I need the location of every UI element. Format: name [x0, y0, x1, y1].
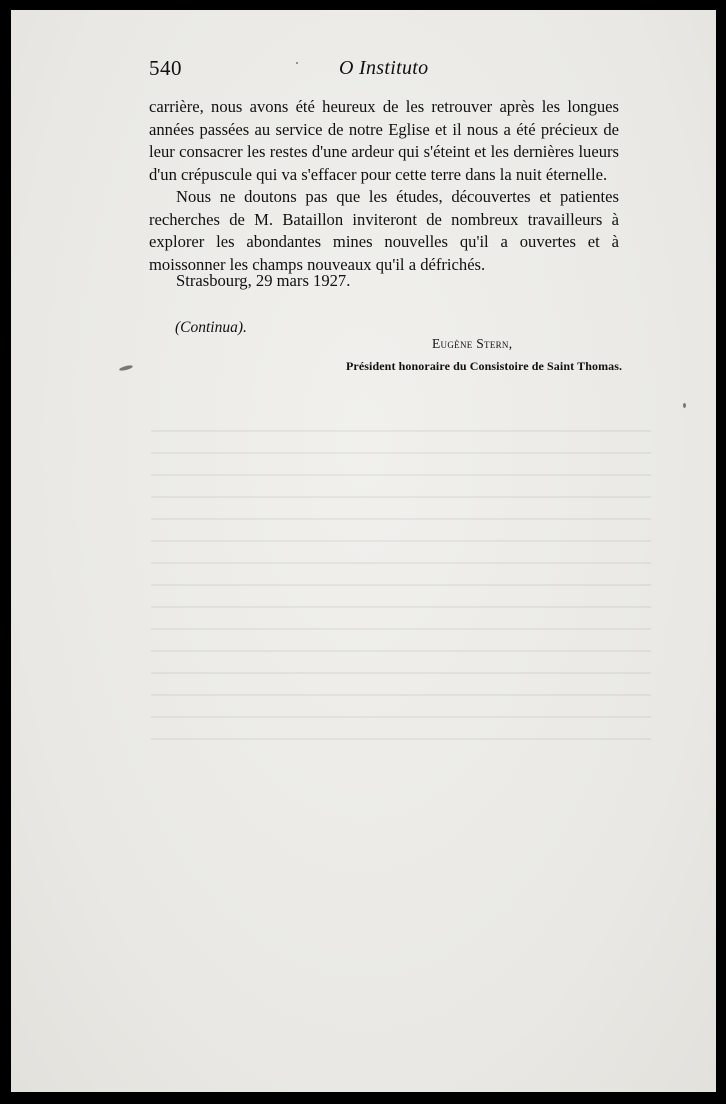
- body-text: [149, 96, 619, 276]
- paragraph-continued: carrière, nous avons été heureux de les retrouver après les longues années passées au service de notre Eglise et il nous a été précieux de leur consacrer les restes d'une ardeur qui s'éteint et les dernières lueurs d'un crépuscule qui va s'effacer pour cette terre dans la nuit éternelle.: [149, 97, 619, 184]
- signature-title: Président honoraire du Consistoire de Saint Thomas.: [346, 359, 623, 373]
- running-title: O Instituto: [339, 57, 429, 79]
- page-header: [149, 56, 625, 84]
- document-page: [11, 10, 716, 1092]
- place-and-date: Strasbourg, 29 mars 1927.: [176, 271, 351, 290]
- paper-speck: [119, 364, 134, 371]
- paragraph: Nous ne doutons pas que les études, découvertes et patientes recherches de M. Bataillon inviteront de nombreux travailleurs à explorer les abondantes mines nouvelles qu'il a ouvertes et à moissonner les champs nouveaux qu'il a défrichés.: [149, 187, 619, 274]
- show-through-text: [151, 430, 651, 930]
- continua-note: (Continua).: [175, 319, 247, 336]
- paper-speck: [683, 403, 686, 408]
- page-number: 540: [149, 56, 182, 80]
- signature-name: [432, 336, 512, 352]
- author-name: Eugène Stern,: [432, 336, 513, 351]
